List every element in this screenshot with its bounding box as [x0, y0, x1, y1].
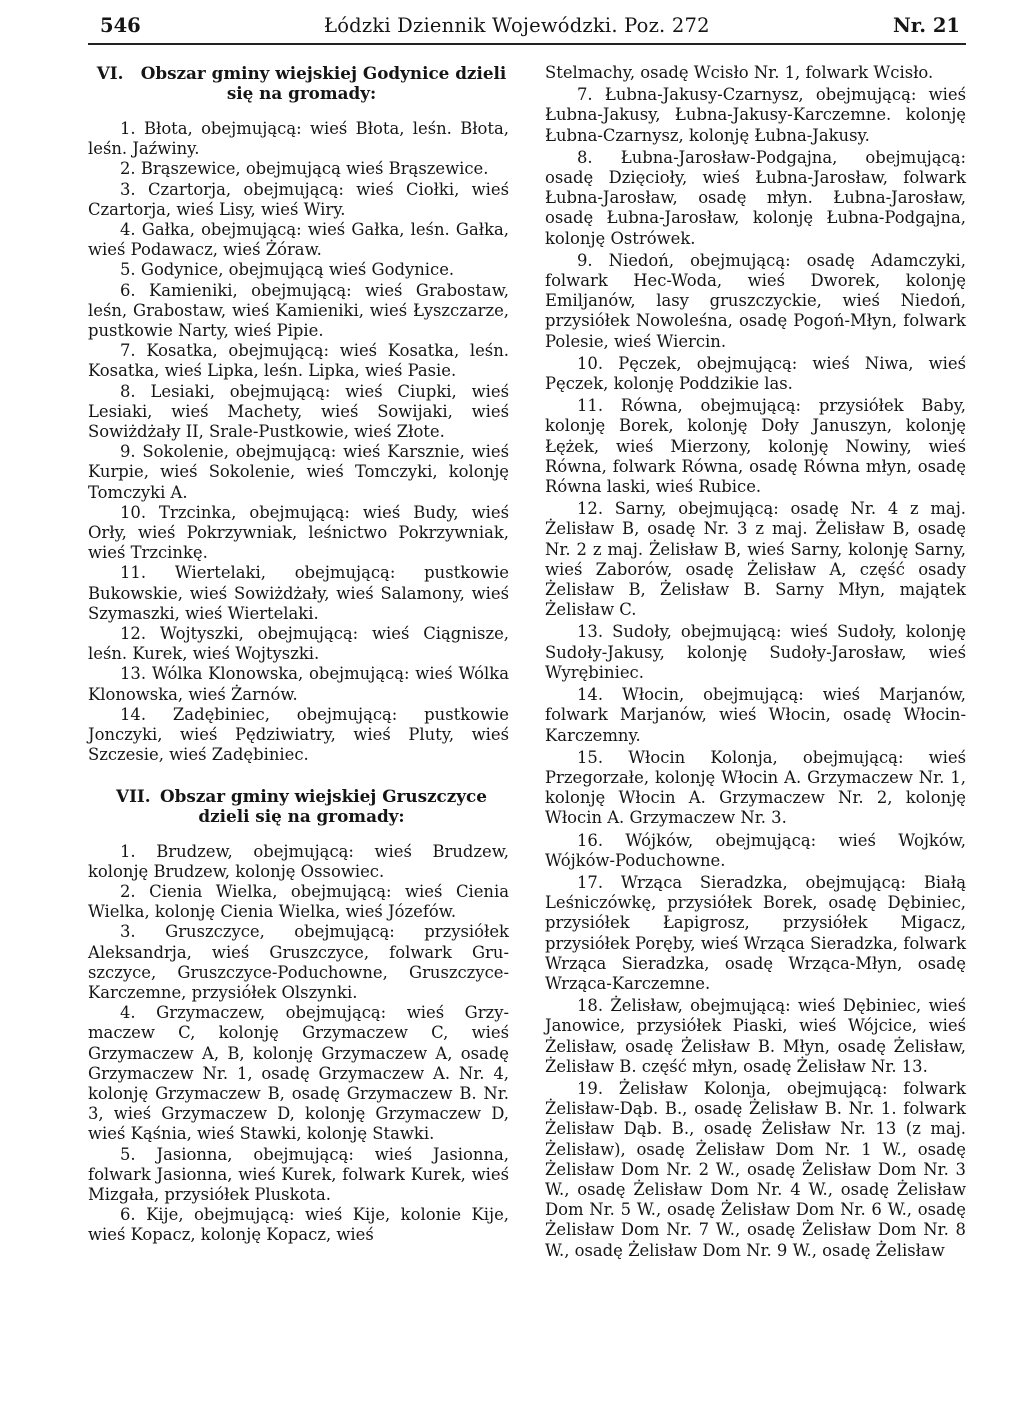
list-item: 12. Sarny, obejmującą: osadę Nr. 4 z maj. Żelisław B, osadę Nr. 3 z maj. Żelisław B, osadę Nr. 2 z maj. Żelisław B, wieś Sarny, kolonję Sarny, wieś Zaborów, osadę Żelisław A, część osady Żelisław B, Żelisław B. Sarny Młyn, majątek Żelisław C.	[545, 499, 966, 620]
list-item: 6. Kije, obejmującą: wieś Kije, kolonie Kije, wieś Kopacz, kolonję Kopacz, wieś	[88, 1205, 509, 1245]
list-item: 16. Wójków, obejmującą: wieś Wojków, Wójków-Poduchowne.	[545, 830, 966, 870]
list-item: 8. Lesiaki, obejmującą: wieś Ciupki, wieś Lesiaki, wieś Machety, wieś Sowijaki, wieś Sowiżdżały II, Srale-Pustkowie, wieś Złote.	[88, 381, 509, 442]
list-item: 14. Zadębiniec, obejmującą: pustkowie Jonczyki, wieś Pędziwiatry, wieś Pluty, wieś Szczesie, wieś Zadębiniec.	[88, 704, 509, 765]
list-item: 7. Łubna-Jakusy-Czarnysz, obejmującą: wieś Łubna-Jakusy, Łubna-Jakusy-Karczemne. kolonję Łubna-Czarnysz, kolonję Łubna-Jakusy.	[545, 85, 966, 145]
right-column	[545, 63, 966, 1261]
list-item: 10. Trzcinka, obejmującą: wieś Budy, wieś Orły, wieś Pokrzywniak, leśnictwo Pokrzywniak, wieś Trzcinkę.	[88, 502, 509, 563]
journal-title: Łódzki Dziennik Wojewódzki. Poz. 272	[323, 14, 710, 37]
list-item: 4. Gałka, obejmującą: wieś Gałka, leśn. Gałka, wieś Podawacz, wieś Żóraw.	[88, 220, 509, 260]
running-header	[88, 14, 966, 45]
list-item: 12. Wojtyszki, obejmującą: wieś Ciągnisze, leśn. Kurek, wieś Wojtyszki.	[88, 624, 509, 664]
section-title-line: Obszar gminy wiejskiej Godynice dzieli	[140, 63, 507, 83]
section-title-line: się na gromady:	[226, 83, 377, 103]
list-item: 9. Niedoń, obejmującą: osadę Adamczyki, folwark Hec-Woda, wieś Dworek, kolonję Emiljanów, lasy gruszczyckie, wieś Niedoń, przysiółek Nowoleśna, osadę Pogoń-Młyn, folwark Polesie, wieś Wiercin.	[545, 250, 966, 351]
list-item: 19. Żelisław Kolonja, obejmującą: folwark Żelisław-Dąb. B., osadę Żelisław B. Nr. 1. folwark Żelisław Dąb. B., osadę Żelisław Nr. 13 (z maj. Żelisław), osadę Żelisław Dom Nr. 1 W., osadę Żelisław Dom Nr. 2 W., osadę Żelisław Dom Nr. 3 W., osadę Żelisław Dom Nr. 4 W., osadę Żelisław Dom Nr. 5 W., osadę Żelisław Dom Nr. 6 W., osadę Żelisław Dom Nr. 7 W., osadę Żelisław Dom Nr. 8 W., osadę Żelisław Dom Nr. 9 W., osadę Żelisław	[545, 1078, 966, 1260]
list-item: 5. Godynice, obejmującą wieś Godynice.	[120, 260, 455, 280]
section-heading-vii	[88, 786, 509, 826]
list-item: 2. Cienia Wielka, obejmującą: wieś Cienia Wielka, kolonję Cienia Wielka, wieś Józefów.	[88, 881, 509, 922]
list-item: 18. Żelisław, obejmującą: wieś Dębiniec, wieś Janowice, przysiółek Piaski, wieś Wójcice, wieś Żelisław, osadę Żelisław B. Młyn, osadę Żelisław, Żelisław B. część młyn, osadę Żelisław Nr. 13.	[545, 996, 966, 1076]
list-item: 9. Sokolenie, obejmującą: wieś Karsznie, wieś Kurpie, wieś Sokolenie, wieś Tomczyki, kolonję Tomczyki A.	[88, 442, 509, 502]
list-item: 10. Pęczek, obejmującą: wieś Niwa, wieś Pęczek, kolonję Poddzikie las.	[545, 353, 966, 394]
list-item: 15. Włocin Kolonja, obejmującą: wieś Przegorzałe, kolonję Włocin A. Grzymaczew Nr. 1, kolonję Włocin A. Grzymaczew Nr. 2, kolonję Włocin A. Grzymaczew Nr. 3.	[545, 747, 966, 828]
list-item: 13. Wólka Klonowska, obejmującą: wieś Wólka Klonowska, wieś Żarnów.	[88, 664, 509, 704]
list-item: 14. Włocin, obejmującą: wieś Marjanów, folwark Marjanów, wieś Włocin, osadę Włocin-Karczemny.	[545, 685, 966, 745]
list-item: 4. Grzymaczew, obejmującą: wieś Grzymaczew C, kolonję Grzymaczew C, wieś Grzymaczew A, B, kolonję Grzymaczew A, osadę Grzymaczew Nr. 1, osadę Grzymaczew A. Nr. 4, kolonję Grzymaczew B, osadę Grzymaczew B. Nr. 3, wieś Grzymaczew D, kolonję Grzymaczew D, wieś Kąśnia, wieś Stawki, kolonję Stawki.	[88, 1003, 509, 1144]
list-item: 5. Jasionna, obejmującą: wieś Jasionna, folwark Jasionna, wieś Kurek, folwark Kurek, wieś Mizgała, przysiółek Pluskota.	[88, 1144, 509, 1204]
list-item: 1. Błota, obejmującą: wieś Błota, leśn. Błota, leśn. Jaźwiny.	[88, 119, 509, 159]
section-title-line: dzieli się na gromady:	[198, 805, 405, 826]
page-number: 546	[100, 14, 141, 37]
list-item: 2. Brąszewice, obejmującą wieś Brąszewice.	[120, 159, 489, 179]
text-columns	[88, 63, 966, 1261]
list-item: 3. Gruszczyce, obejmującą: przysiółek Aleksandrja, wieś Gruszczyce, folwark Gruszczyce, Gruszczyce-Poduchowne, Gruszczyce-Karczemne, przysiółek Olszynki.	[88, 922, 509, 1002]
list-item: 17. Wrząca Sieradzka, obejmującą: Białą Leśniczówkę, przysiółek Borek, osadę Dębiniec, przysiółek Łapigrosz, przysiółek Migacz, przysiółek Poręby, wieś Wrząca Sieradzka, folwark Wrząca Sieradzka, osadę Wrząca-Młyn, osadę Wrząca-Karczemne.	[545, 872, 966, 993]
list-item: 1. Brudzew, obejmującą: wieś Brudzew, kolonję Brudzew, kolonję Ossowiec.	[88, 841, 509, 881]
list-item: 8. Łubna-Jarosław-Podgajna, obejmującą: osadę Dzięcioły, wieś Łubna-Jarosław, folwark Łubna-Jarosław, osadę młyn. Łubna-Jarosław, osadę Łubna-Jarosław, kolonję Łubna-Podgajna, kolonję Ostrówek.	[545, 147, 966, 248]
list-item: 3. Czartorja, obejmującą: wieś Ciołki, wieś Czartorja, wieś Lisy, wieś Wiry.	[88, 179, 509, 219]
list-item: 13. Sudoły, obejmującą: wieś Sudoły, kolonję Sudoły-Jakusy, kolonję Sudoły-Jarosław, wieś Wyrębiniec.	[545, 622, 966, 682]
list-item: 6. Kamieniki, obejmującą: wieś Grabostaw, leśn, Grabostaw, wieś Kamieniki, wieś Łyszczarze, pustkowie Narty, wieś Pipie.	[88, 280, 509, 341]
list-item: 7. Kosatka, obejmującą: wieś Kosatka, leśn. Kosatka, wieś Lipka, leśn. Lipka, wieś Pasie.	[88, 341, 509, 381]
section-heading-vi	[88, 63, 509, 103]
list-item: 11. Wiertelaki, obejmującą: pustkowie Bukowskie, wieś Sowiżdżały, wieś Salamony, wieś Szymaszki, wieś Wiertelaki.	[88, 563, 509, 623]
section-title-line: Obszar gminy wiejskiej Gruszczyce	[160, 785, 487, 806]
section-numeral: VI.	[96, 63, 124, 83]
issue-number: Nr. 21	[892, 14, 960, 37]
list-item: 11. Równa, obejmującą: przysiółek Baby, kolonję Borek, kolonję Doły Januszyn, kolonję Łężek, wieś Mierzony, kolonję Nowiny, wieś Równa, folwark Równa, osadę Równa młyn, osadę Równa laski, wieś Rubice.	[545, 396, 966, 497]
list-item-continuation: Stelmachy, osadę Wcisło Nr. 1, folwark Wcisło.	[545, 63, 934, 82]
left-column	[88, 63, 509, 1261]
section-numeral: VII.	[116, 785, 151, 806]
